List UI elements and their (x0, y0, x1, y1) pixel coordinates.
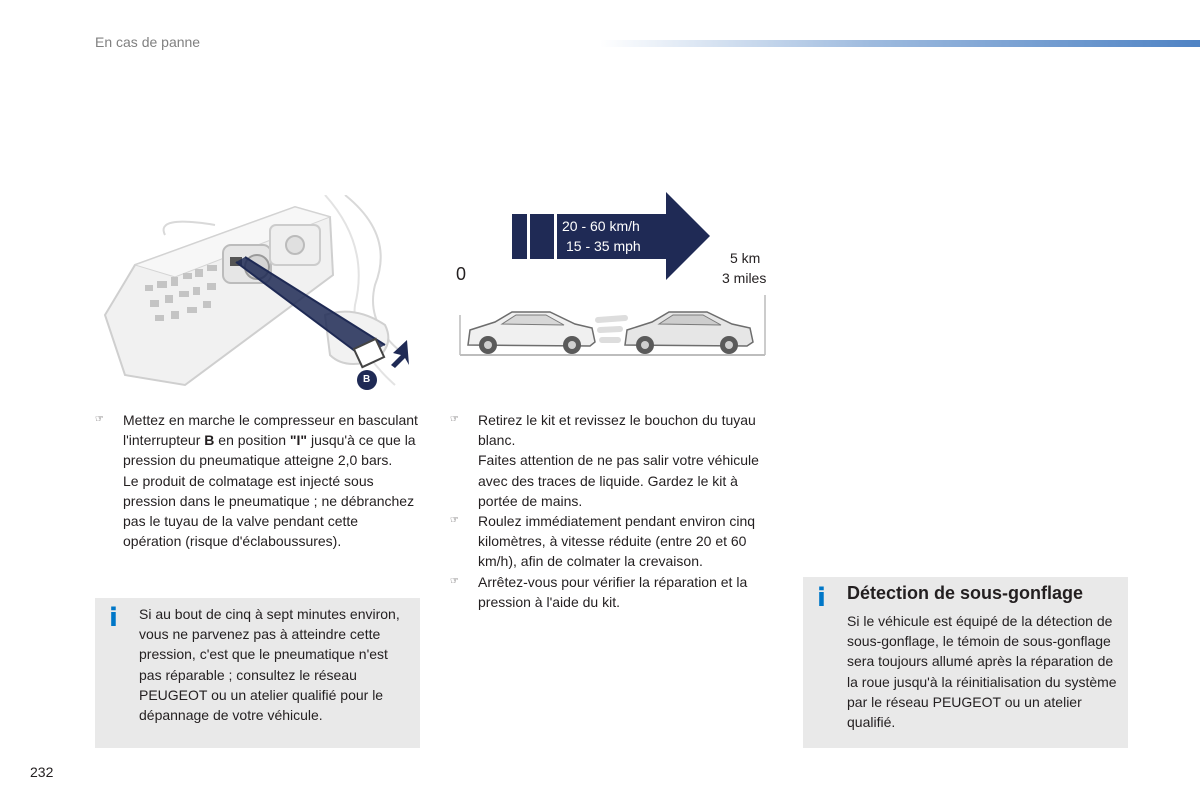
distance-miles-label: 3 miles (722, 270, 767, 286)
speed-mph-label: 15 - 35 mph (566, 238, 641, 254)
info-icon: i (817, 583, 826, 613)
step1-text-before: Mettez en marche le compresseur en basculant l'interrupteur (123, 412, 418, 449)
step1-note: Le produit de colmatage est injecté sous pression dans le pneumatique ; ne débranchez pas le tuyau de la valve pendant cette opération (risque d'éclaboussures). (123, 472, 415, 550)
step-remove-kit (450, 410, 775, 511)
car-right-drawing (625, 312, 753, 354)
header-accent-bar (600, 40, 1200, 47)
info-box-pressure-text: Si au bout de cinq à sept minutes environ, vous ne parvenez pas à atteindre cette pression, c'est que le pneumatique n'est pas réparable ; consultez le réseau PEUGEOT ou un atelier qualifié pour le dépannage de votre véhicule. (139, 606, 400, 724)
distance-start-label: 0 (456, 264, 467, 284)
car-left-drawing (468, 312, 595, 354)
step1-text-middle: en position (214, 432, 290, 449)
step4-text: Arrêtez-vous pour vérifier la réparation et la pression à l'aide du kit. (478, 573, 748, 610)
speed-illustration (440, 190, 780, 365)
page-number: 232 (30, 764, 54, 780)
speed-kmh-label: 20 - 60 km/h (562, 218, 640, 234)
switch-b-label: B (363, 374, 371, 385)
info-icon: i (109, 603, 118, 633)
step1-position-i: "I" (289, 432, 308, 449)
hand-pointer-icon: ☞ (95, 414, 104, 425)
hand-pointer-icon: ☞ (450, 515, 459, 527)
distance-km-label: 5 km (730, 250, 761, 266)
info-box-pressure (95, 598, 420, 748)
hand-pointer-icon: ☞ (450, 414, 459, 425)
step2-text: Retirez le kit et revissez le bouchon du tuyau blanc. (478, 412, 756, 449)
info-box-underinflation-title: Détection de sous-gonflage (847, 583, 1084, 603)
left-column (95, 410, 420, 551)
info-box-underinflation-text: Si le véhicule est équipé de la détection de sous-gonflage, le témoin de sous-gonflage sera toujours allumé après la réparation de la roue jusqu'à la réinitialisation du système par le réseau PEUGEOT ou un atelier qualifié. (847, 613, 1117, 731)
step-start-compressor (95, 410, 420, 551)
compressor-drawing (95, 195, 420, 400)
compressor-illustration (95, 195, 420, 400)
middle-column (450, 410, 775, 612)
step-start-compressor-text (123, 410, 420, 471)
step1-text-after: jusqu'à ce que la pression du pneumatique atteigne 2,0 bars. (123, 432, 416, 469)
step3-text: Roulez immédiatement pendant environ cinq kilomètres, à vitesse réduite (entre 20 et 60 km/h), afin de colmater la crevaison. (478, 513, 756, 570)
step2-note: Faites attention de ne pas salir votre véhicule avec des traces de liquide. Gardez le kit à portée de mains. (478, 452, 759, 509)
header-section-title: En cas de panne (95, 34, 201, 50)
info-box-underinflation (803, 577, 1128, 748)
step-drive (450, 511, 775, 572)
step-check-repair (450, 572, 775, 612)
step1-switch-b: B (204, 432, 215, 449)
hand-pointer-icon: ☞ (450, 575, 459, 587)
